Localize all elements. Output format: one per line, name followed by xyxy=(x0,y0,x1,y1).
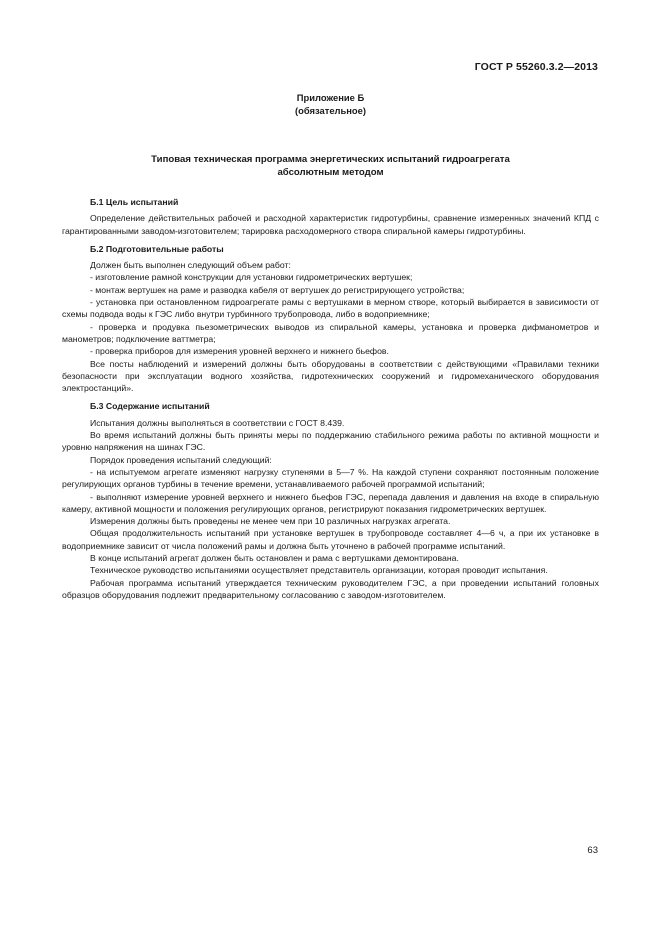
list-item: - монтаж вертушек на раме и разводка кабеля от вертушек до регистрирующего устройства; xyxy=(90,284,465,295)
section-heading: Б.2 Подготовительные работы xyxy=(90,243,224,254)
list-item: - установка при остановленном гидроагрегате рамы с вертушками в мерном створе, который выбирается в зависимости от схемы подвода воды к ГЭС либо внутри турбинного трубопровода, либо в водоприемнике; xyxy=(62,297,599,320)
paragraph: Испытания должны выполняться в соответствии с ГОСТ 8.439. xyxy=(90,417,345,428)
paragraph: Общая продолжительность испытаний при установке вертушек в трубопроводе составляет 4—6 ч, а при их установке в водоприемнике зависит от числа положений рамы и должна быть уточнено в рабочей программе испытаний. xyxy=(62,528,599,551)
page-number: 63 xyxy=(587,845,598,856)
paragraph: Порядок проведения испытаний следующий: xyxy=(90,454,272,465)
appendix-title: Приложение Б xyxy=(296,92,365,103)
paragraph: Во время испытаний должны быть приняты меры по поддержанию стабильного режима работы по активной мощности и уровню напряжения на шинах ГЭС. xyxy=(62,430,599,453)
paragraph: Определение действительных рабочей и расходной характеристик гидротурбины, сравнение измеренных значений КПД с гарантированными заводом-изготовителем; тарировка расходомерного створа спиральной камеры гидротурбины. xyxy=(62,213,599,236)
list-item: - выполняют измерение уровней верхнего и нижнего бьефов ГЭС, перепада давления и давления на входе в спиральную камеру, активной мощности и положения регулирующих органов, регистрируют показания гидрометрических вертушек. xyxy=(62,491,599,514)
list-item: - на испытуемом агрегате изменяют нагрузку ступенями в 5—7 %. На каждой ступени сохраняют постоянным положение регулирующих органов турбины в течение времени, устанавливаемого рабочей программой испытаний; xyxy=(62,466,599,490)
section-heading: Б.3 Содержание испытаний xyxy=(90,401,210,412)
paragraph: Измерения должны быть проведены не менее чем при 10 различных нагрузках агрегата. xyxy=(90,516,451,527)
document-code: ГОСТ Р 55260.3.2—2013 xyxy=(474,61,598,73)
paragraph: Должен быть выполнен следующий объем работ: xyxy=(90,260,291,271)
program-title-line-1: Типовая техническая программа энергетических испытаний гидроагрегата xyxy=(151,154,510,165)
section-b3 xyxy=(62,400,599,601)
list-item: - проверка и продувка пьезометрических выводов из спиральной камеры, установка и проверка дифманометров и манометров; подключение ваттметра; xyxy=(62,321,599,344)
appendix-heading xyxy=(0,91,661,117)
paragraph: Техническое руководство испытаниями осуществляет представитель организации, которая проводит испытания. xyxy=(90,565,548,576)
section-b2 xyxy=(62,243,599,395)
program-title-line-2: абсолютным методом xyxy=(277,167,384,178)
paragraph: Все посты наблюдений и измерений должны быть оборудованы в соответствии с действующими «Правилами техники безопасности при эксплуатации водного хозяйства, гидротехнических сооружений и гидромеханического оборудования электростанций». xyxy=(62,358,599,394)
list-item: - изготовление рамной конструкции для установки гидрометрических вертушек; xyxy=(90,272,413,283)
paragraph: Рабочая программа испытаний утверждается техническим руководителем ГЭС, а при проведении испытаний головных образцов оборудования подлежит предварительному согласованию с заводом-изготовителем. xyxy=(62,577,599,600)
section-b1 xyxy=(62,196,599,237)
paragraph: В конце испытаний агрегат должен быть остановлен и рама с вертушками демонтирована. xyxy=(90,553,459,564)
appendix-status: (обязательное) xyxy=(295,105,366,116)
section-heading: Б.1 Цель испытаний xyxy=(90,197,179,207)
program-title xyxy=(0,153,661,179)
list-item: - проверка приборов для измерения уровней верхнего и нижнего бьефов. xyxy=(90,346,389,357)
document-body xyxy=(62,196,599,607)
